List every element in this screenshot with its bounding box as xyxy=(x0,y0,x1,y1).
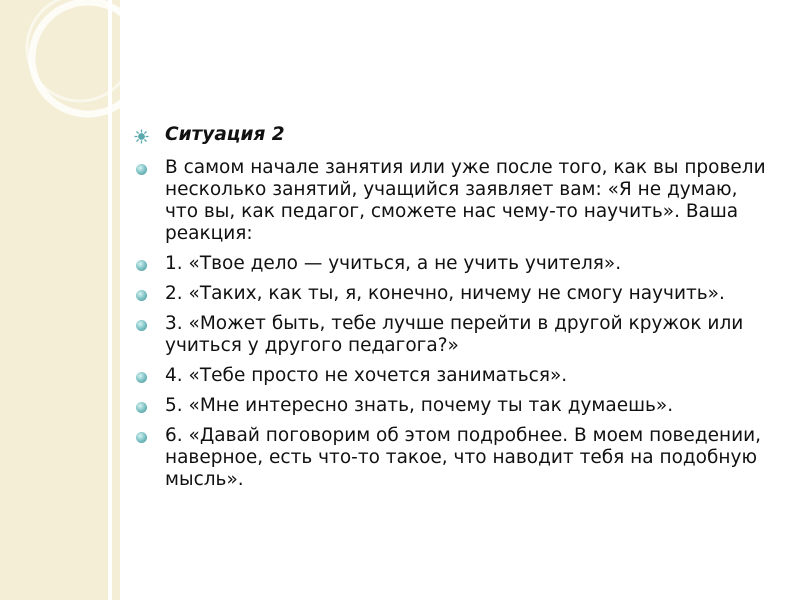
bullet-icon xyxy=(136,402,147,413)
sunburst-bullet-icon xyxy=(134,129,149,144)
list-item xyxy=(136,395,776,417)
answer-option-1: 1. «Твое дело — учиться, а не учить учителя». xyxy=(165,253,622,274)
slide-title: Ситуация 2 xyxy=(165,124,285,145)
decorative-circle-top-inner xyxy=(27,0,133,101)
bullet-icon xyxy=(136,164,147,175)
bullet-icon xyxy=(136,432,147,443)
bullet-icon xyxy=(136,320,147,331)
slide-content-list xyxy=(136,124,776,499)
answer-option-3: 3. «Может быть, тебе лучше перейти в другой кружок или учиться у другого педагога?» xyxy=(165,313,744,356)
slide-title-item xyxy=(136,124,776,146)
list-item xyxy=(136,283,776,305)
bullet-icon xyxy=(136,290,147,301)
list-item xyxy=(136,425,776,491)
decorative-circle-top xyxy=(32,2,144,114)
list-item xyxy=(136,253,776,275)
list-item xyxy=(136,157,776,245)
list-item xyxy=(136,313,776,357)
answer-option-4: 4. «Тебе просто не хочется заниматься». xyxy=(165,365,568,386)
answer-option-5: 5. «Мне интересно знать, почему ты так думаешь». xyxy=(165,395,674,416)
list-item xyxy=(136,365,776,387)
situation-description: В самом начале занятия или уже после того, как вы провели несколько занятий, учащийся заявляет вам: «Я не думаю, что вы, как педагог, сможете нас чему-то научить». Ваша реакция: xyxy=(165,157,766,244)
bullet-icon xyxy=(136,260,147,271)
bullet-icon xyxy=(136,372,147,383)
answer-option-2: 2. «Таких, как ты, я, конечно, ничему не смогу научить». xyxy=(165,283,725,304)
answer-option-6: 6. «Давай поговорим об этом подробнее. В моем поведении, наверное, есть что-то такое, что наводит тебя на подобную мысль». xyxy=(165,425,762,490)
